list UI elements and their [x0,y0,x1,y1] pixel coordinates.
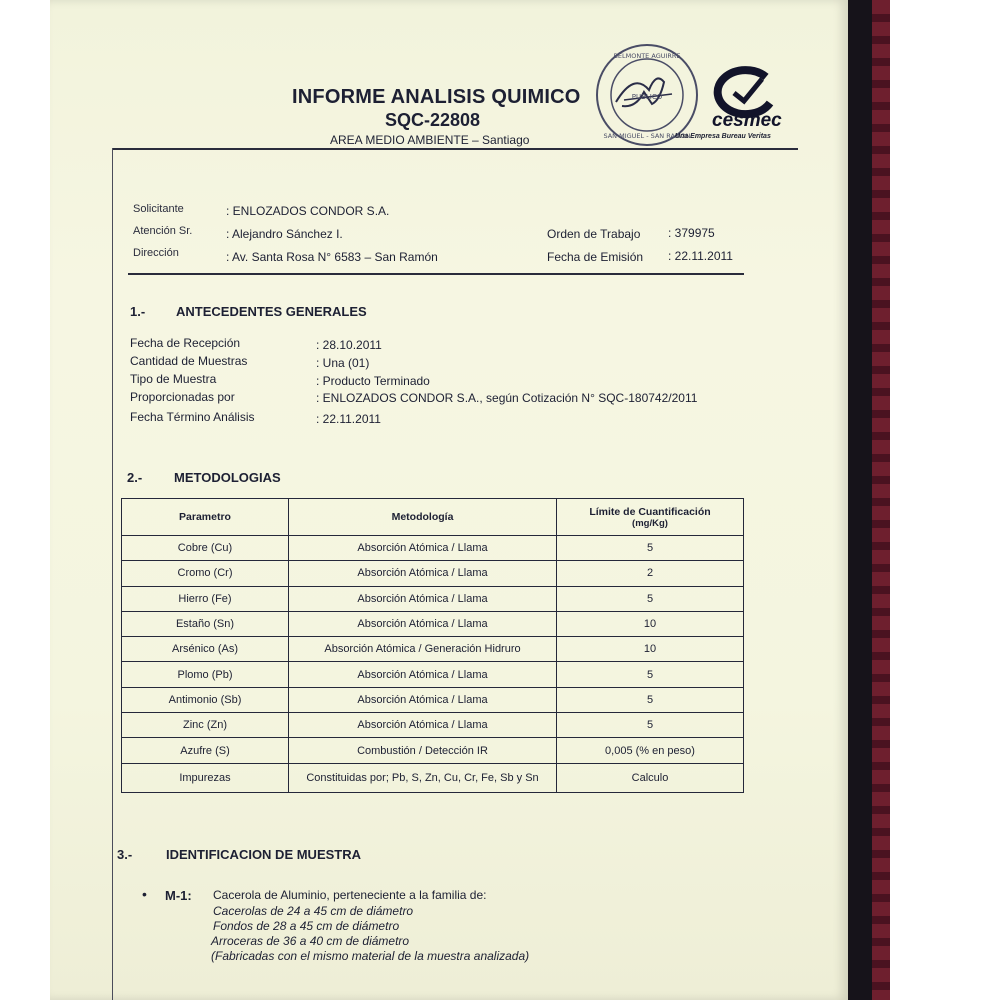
table-row [122,763,744,792]
table-header-row [122,499,744,536]
sample-line: Cacerolas de 24 a 45 cm de diámetro [213,904,414,918]
param-cell: Azufre (S) [122,738,289,763]
method-cell: Constituidas por; Pb, S, Zn, Cu, Cr, Fe, Sb y Sn [289,763,557,792]
table-row [122,637,744,662]
info-label: Proporcionadas por [130,390,235,404]
limit-cell: 5 [557,662,744,687]
page-left-border [112,148,113,1000]
param-cell: Zinc (Zn) [122,713,289,738]
method-cell: Absorción Atómica / Llama [289,611,557,636]
sample-line: Arroceras de 36 a 40 cm de diámetro [211,934,410,948]
limit-cell: 5 [557,687,744,712]
sample-description: Cacerola de Aluminio, perteneciente a la familia de: [213,888,487,902]
photo-background-fabric [872,0,890,1000]
limit-cell: 5 [557,713,744,738]
param-cell: Antimonio (Sb) [122,687,289,712]
section3-title: IDENTIFICACION DE MUESTRA [166,847,361,862]
report-subtitle: AREA MEDIO AMBIENTE – Santiago [330,133,530,147]
section3-number: 3.- [117,847,133,862]
limit-cell: Calculo [557,763,744,792]
solicitante-value: : ENLOZADOS CONDOR S.A. [226,204,390,218]
info-value: : ENLOZADOS CONDOR S.A., según Cotización N° SQC-180742/2011 [316,391,698,405]
info-value: : Una (01) [316,356,370,370]
limit-cell: 10 [557,637,744,662]
param-cell: Arsénico (As) [122,637,289,662]
param-cell: Cobre (Cu) [122,536,289,561]
table-row [122,713,744,738]
photo-background-dark-edge [845,0,875,1000]
info-value: : Producto Terminado [316,374,430,388]
orden-label: Orden de Trabajo [547,227,641,241]
section1-title: ANTECEDENTES GENERALES [176,304,367,319]
brand-name: cesmec [712,110,782,131]
method-cell: Absorción Atómica / Llama [289,713,557,738]
sample-id: M-1: [165,888,192,903]
param-cell: Plomo (Pb) [122,662,289,687]
param-cell: Impurezas [122,763,289,792]
client-divider [128,273,744,275]
table-row [122,738,744,763]
sample-line: Fondos de 28 a 45 cm de diámetro [213,919,400,933]
direccion-value: : Av. Santa Rosa N° 6583 – San Ramón [226,250,438,264]
photo-background-right [890,0,1000,1000]
orden-value: : 379975 [668,226,715,240]
photo-background-left [0,0,52,1000]
param-cell: Estaño (Sn) [122,611,289,636]
svg-text:SAN MIGUEL - SAN RAMON: SAN MIGUEL - SAN RAMON [603,132,691,140]
section1-number: 1.- [130,304,146,319]
column-header-parametro: Parametro [122,499,289,536]
info-value: : 22.11.2011 [316,412,381,426]
header-divider [113,148,798,150]
table-row [122,561,744,586]
method-cell: Combustión / Detección IR [289,738,557,763]
method-cell: Absorción Atómica / Llama [289,687,557,712]
bullet-icon: • [142,886,147,902]
table-row [122,611,744,636]
atencion-label: Atención Sr. [133,225,193,237]
info-label: Fecha Término Análisis [130,410,255,424]
method-cell: Absorción Atómica / Llama [289,586,557,611]
limite-header-text: Límite de Cuantificación [589,505,711,518]
solicitante-label: Solicitante [133,203,184,215]
method-cell: Absorción Atómica / Llama [289,662,557,687]
limit-cell: 10 [557,611,744,636]
brand-subtitle: Una Empresa Bureau Veritas [675,133,771,140]
limit-cell: 2 [557,561,744,586]
report-title: INFORME ANALISIS QUIMICO [292,86,581,108]
svg-text:BELMONTE AGUIRRE: BELMONTE AGUIRRE [613,52,681,60]
column-header-limite [557,499,744,536]
svg-text:PUBLICO: PUBLICO [631,93,663,101]
info-value: : 28.10.2011 [316,338,382,352]
limite-header-unit: (mg/Kg) [632,517,668,529]
section2-number: 2.- [127,470,143,485]
table-row [122,536,744,561]
report-code: SQC-22808 [385,110,481,130]
param-cell: Hierro (Fe) [122,586,289,611]
section2-title: METODOLOGIAS [174,470,281,485]
atencion-value: : Alejandro Sánchez I. [226,227,343,241]
info-label: Cantidad de Muestras [130,354,248,368]
table-row [122,586,744,611]
method-cell: Absorción Atómica / Generación Hidruro [289,637,557,662]
table-row [122,687,744,712]
param-cell: Cromo (Cr) [122,561,289,586]
method-cell: Absorción Atómica / Llama [289,561,557,586]
info-label: Tipo de Muestra [130,372,217,386]
sample-line: (Fabricadas con el mismo material de la muestra analizada) [211,949,530,963]
fecha-emision-value: : 22.11.2011 [668,249,733,263]
table-row [122,662,744,687]
direccion-label: Dirección [133,247,179,259]
limit-cell: 0,005 (% en peso) [557,738,744,763]
fecha-emision-label: Fecha de Emisión [547,250,644,264]
limit-cell: 5 [557,586,744,611]
info-label: Fecha de Recepción [130,336,241,350]
column-header-metodologia: Metodología [289,499,557,536]
limit-cell: 5 [557,536,744,561]
methodology-table [121,498,744,793]
method-cell: Absorción Atómica / Llama [289,536,557,561]
